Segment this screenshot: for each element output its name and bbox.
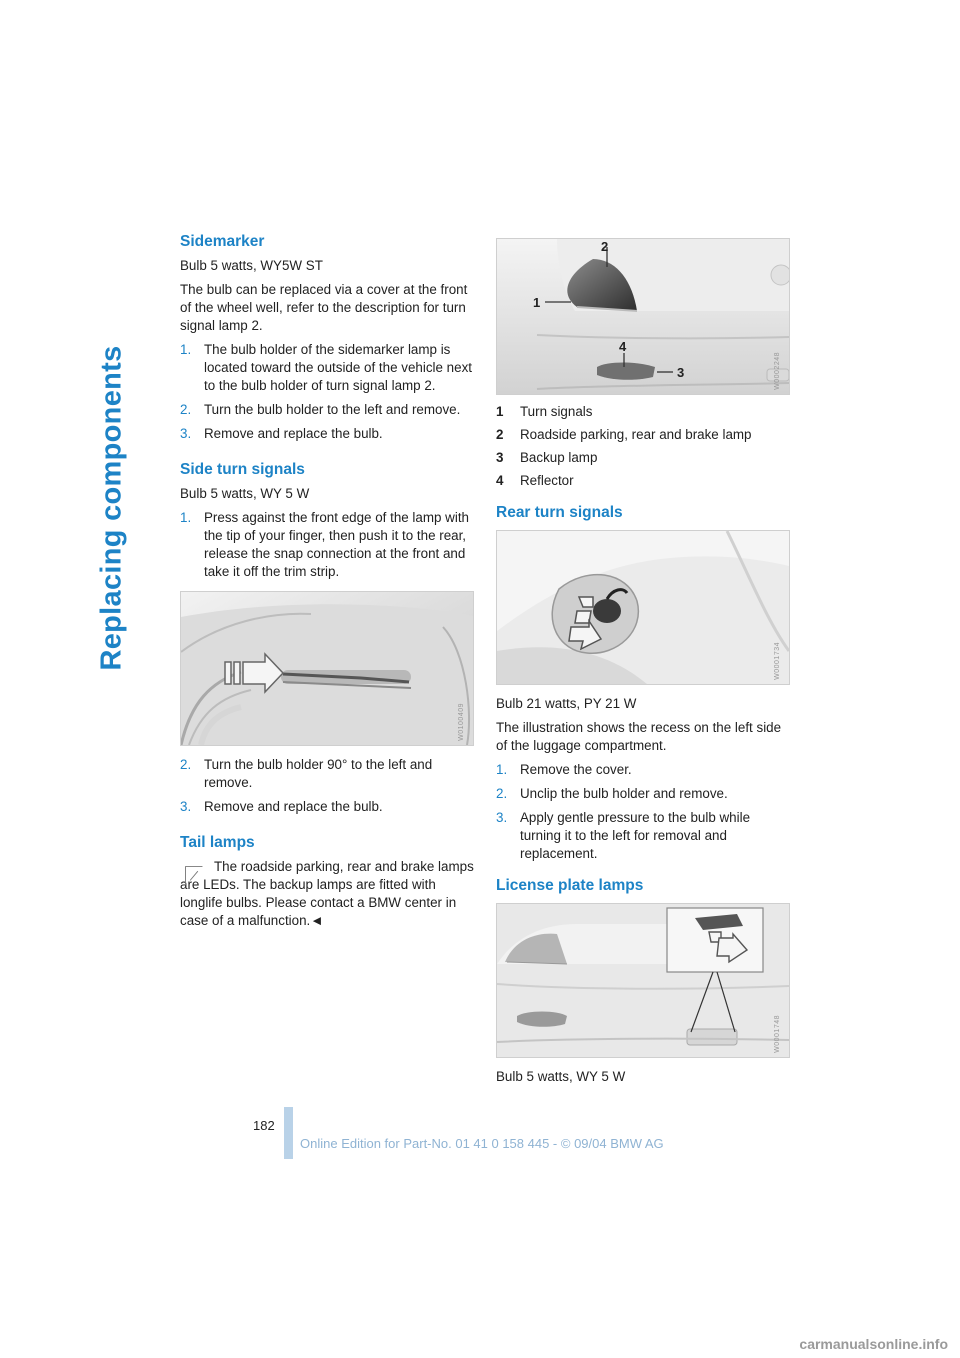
sidemarker-heading: Sidemarker [180,233,265,250]
rear-lamps-legend [496,403,790,490]
list-item: 4 Reflector [496,473,574,488]
side-turn-illustration [181,592,473,745]
svg-text:3: 3 [677,365,685,380]
list-item: 2. Turn the bulb holder to the left and remove. [180,402,461,417]
left-column [180,228,474,930]
license-heading: License plate lamps [496,877,644,894]
sidemarker-steps [180,341,474,443]
rear-turn-bulb: Bulb 21 watts, PY 21 W [496,696,637,711]
svg-text:4: 4 [619,339,627,354]
tail-lamps-heading: Tail lamps [180,834,255,851]
side-turn-heading: Side turn signals [180,461,305,478]
list-item: 3. Apply gentle pressure to the bulb while turning it to the left for removal and replacement. [496,810,751,861]
rear-lamps-figure [496,238,790,395]
figure-code: W0001734 [774,642,781,680]
edition-text: Online Edition for Part-No. 01 41 0 158 445 - © 09/04 BMW AG [300,1136,664,1151]
figure-code: W0100409 [458,703,465,741]
list-item: 3 Backup lamp [496,450,598,465]
list-item: 1. The bulb holder of the sidemarker lamp is located toward the outside of the vehicle next to the bulb holder of turn signal lamp 2. [180,342,472,393]
svg-text:1: 1 [533,295,541,310]
list-item: 1 Turn signals [496,404,593,419]
note-icon [184,860,204,890]
list-item: 3. Remove and replace the bulb. [180,426,383,441]
rear-turn-figure [496,530,790,685]
footer-bar [284,1107,293,1159]
tail-lamps-note [180,858,474,930]
list-item: 1. Press against the front edge of the lamp with the tip of your finger, then push it to the rear, release the snap connection at the front and take it off the trim strip. [180,510,469,579]
license-figure [496,903,790,1058]
license-illustration [497,904,789,1057]
side-turn-figure [180,591,474,746]
rear-turn-illustration [497,531,789,684]
sidemarker-intro: The bulb can be replaced via a cover at the front of the wheel well, refer to the description for turn signal lamp 2. [180,282,468,333]
rear-turn-intro: The illustration shows the recess on the left side of the luggage compartment. [496,720,782,753]
rear-lamps-illustration [497,239,789,394]
license-bulb: Bulb 5 watts, WY 5 W [496,1069,626,1084]
section-title: Replacing components [95,345,128,671]
side-turn-steps-before [180,509,474,581]
side-turn-bulb: Bulb 5 watts, WY 5 W [180,486,310,501]
list-item: 2. Turn the bulb holder 90° to the left and remove. [180,757,433,790]
svg-text:2: 2 [601,239,609,254]
rear-turn-heading: Rear turn signals [496,504,623,521]
tail-lamps-text: The roadside parking, rear and brake lamps are LEDs. The backup lamps are fitted with longlife bulbs. Please contact a BMW center in case of a malfunction.◄ [180,859,474,928]
rear-turn-steps [496,761,790,863]
page-number: 182 [253,1118,275,1133]
list-item: 2 Roadside parking, rear and brake lamp [496,427,752,442]
side-turn-steps-after [180,756,474,816]
watermark: carmanualsonline.info [799,1336,948,1352]
section-title-vertical [62,228,162,788]
list-item: 1. Remove the cover. [496,762,632,777]
list-item: 2. Unclip the bulb holder and remove. [496,786,728,801]
figure-code: W0002248 [774,352,781,390]
right-column [496,228,790,1092]
sidemarker-bulb: Bulb 5 watts, WY5W ST [180,258,323,273]
figure-code: W0001748 [774,1015,781,1053]
list-item: 3. Remove and replace the bulb. [180,799,383,814]
